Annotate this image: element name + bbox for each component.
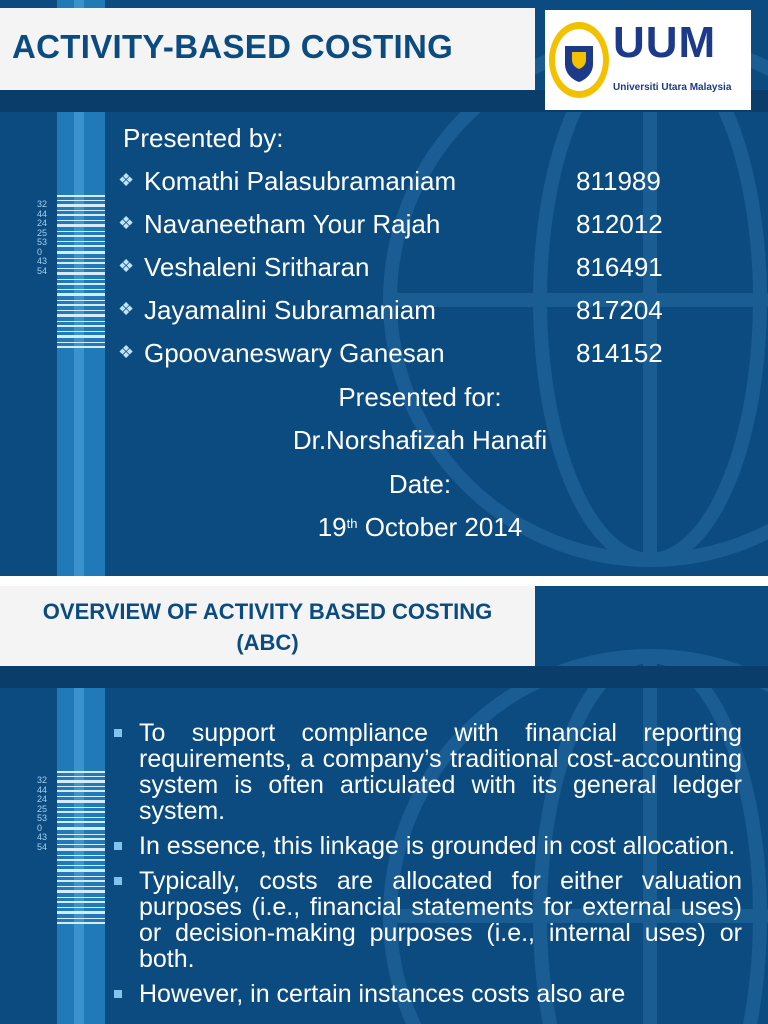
member-row: [118, 166, 456, 197]
slide-title-text: ACTIVITY-BASED COSTING: [12, 28, 454, 65]
presented-by-label: Presented by:: [123, 123, 284, 153]
presented-for-label: Presented for:: [338, 382, 502, 412]
date-label: Date:: [388, 469, 452, 499]
slide-overview: [0, 586, 768, 1024]
square-bullet-icon: [114, 729, 122, 737]
member-id: 811989: [576, 166, 661, 196]
logo-subtitle: Universiti Utara Malaysia: [613, 82, 732, 93]
date-rest: October 2014: [357, 512, 523, 542]
member-id: 812012: [576, 209, 663, 239]
title-bar: [0, 586, 535, 666]
square-bullet-icon: [114, 877, 122, 885]
slide-title-text: OVERVIEW OF ACTIVITY BASED COSTING (ABC): [42, 599, 493, 655]
member-row: [118, 295, 436, 326]
member-name: Jayamalini Subramaniam: [144, 295, 436, 325]
date-day: 19: [317, 512, 347, 542]
barcode-number: 32442425530 4354: [37, 775, 48, 852]
logo-wordmark: UUM: [613, 18, 717, 67]
title-underline-band: [0, 666, 768, 688]
slide-separator: [0, 576, 768, 586]
presented-for-name: Dr.Norshafizah Hanafi: [292, 425, 548, 455]
member-row: [118, 209, 440, 240]
barcode-graphic: [57, 771, 105, 931]
diamond-bullet-icon: ❖: [118, 256, 135, 276]
diamond-bullet-icon: ❖: [118, 299, 135, 319]
bullet-item: [108, 981, 742, 1007]
title-bar: [0, 8, 535, 90]
member-name: Gpoovaneswary Ganesan: [144, 338, 445, 368]
member-name: Navaneetham Your Rajah: [144, 209, 441, 239]
member-row: [118, 338, 445, 369]
member-name: Komathi Palasubramaniam: [144, 166, 457, 196]
bullet-text: To support compliance with financial reporting requirements, a company’s traditional cost-accounting system is often articulated with its general ledger system.: [139, 719, 742, 825]
date-ordinal: th: [346, 516, 358, 531]
member-row: [118, 252, 369, 283]
diamond-bullet-icon: ❖: [118, 342, 135, 362]
member-name: Veshaleni Sritharan: [144, 252, 370, 282]
bullet-text: Typically, costs are allocated for either valuation purposes (i.e., financial statements for external uses) or decision-making purposes (i.e., internal uses) or both.: [139, 867, 742, 973]
bullet-text: However, in certain instances costs also are: [139, 980, 626, 1008]
bullet-item: [108, 868, 742, 972]
bullet-text: In essence, this linkage is grounded in cost allocation.: [139, 832, 736, 860]
bullet-item: [108, 720, 742, 824]
barcode-number: 32442425530 4354: [37, 199, 48, 276]
date-value: [230, 512, 610, 543]
bullet-list: [108, 720, 742, 1016]
diamond-bullet-icon: ❖: [118, 170, 135, 190]
square-bullet-icon: [114, 842, 122, 850]
uum-logo: [545, 10, 751, 110]
member-id: 816491: [576, 252, 663, 282]
member-id: 814152: [576, 338, 663, 368]
square-bullet-icon: [114, 990, 122, 998]
diamond-bullet-icon: ❖: [118, 213, 135, 233]
bullet-item: [108, 833, 742, 859]
member-id: 817204: [576, 295, 663, 325]
barcode-graphic: [57, 195, 105, 355]
